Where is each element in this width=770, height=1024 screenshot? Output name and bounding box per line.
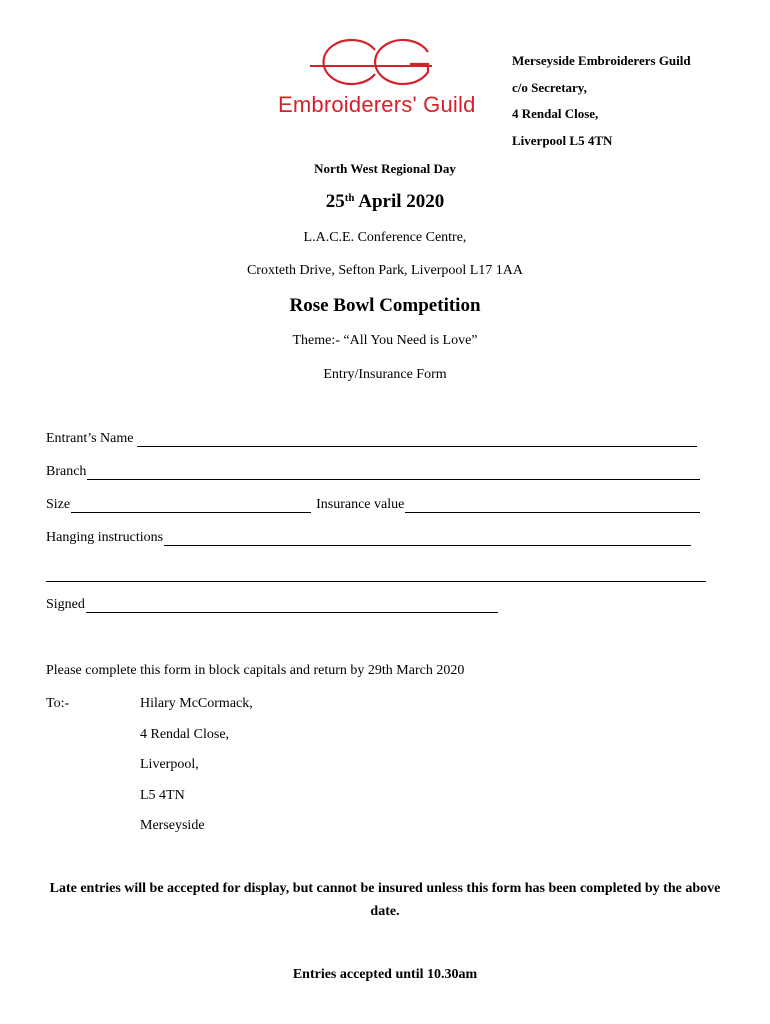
entrant-name-label: Entrant’s Name: [46, 431, 134, 446]
date-day: 25: [325, 191, 345, 212]
address-line: Liverpool L5 4TN: [512, 132, 613, 148]
embroiderers-guild-logo: [250, 28, 500, 138]
size-label: Size: [46, 497, 71, 512]
to-label: To:-: [46, 696, 70, 711]
eg-monogram-icon: [250, 28, 500, 88]
recipient-line: 4 Rendal Close,: [140, 727, 230, 742]
competition-title: Rose Bowl Competition: [289, 295, 481, 316]
recipient-line: Hilary McCormack,: [140, 696, 253, 711]
branch-label: Branch: [46, 464, 87, 479]
return-instructions: Please complete this form in block capitals and return by 29th March 2020: [46, 663, 465, 678]
address-line: c/o Secretary,: [512, 79, 587, 95]
hanging-line[interactable]: [164, 531, 691, 546]
branch-line[interactable]: [87, 465, 700, 480]
hanging-line-2[interactable]: [46, 567, 706, 582]
form-type: Entry/Insurance Form: [323, 367, 447, 382]
recipient-line: Liverpool,: [140, 757, 199, 772]
hanging-field[interactable]: [46, 530, 691, 546]
recipient-line: Merseyside: [140, 818, 205, 833]
address-line: Merseyside Embroiderers Guild: [512, 53, 691, 68]
size-line[interactable]: [71, 498, 311, 513]
late-entries-notice: Late entries will be accepted for display, but cannot be insured unless this form has been completed by the above date.: [49, 881, 721, 919]
event-venue-address: Croxteth Drive, Sefton Park, Liverpool L17 1AA: [246, 263, 524, 278]
guild-address: [512, 48, 691, 154]
date-suffix: th: [344, 192, 355, 204]
insurance-line[interactable]: [405, 498, 700, 513]
event-date: [0, 191, 770, 213]
signed-field[interactable]: [46, 597, 498, 613]
hanging-continuation-field[interactable]: [46, 567, 706, 582]
event-venue: L.A.C.E. Conference Centre,: [303, 230, 467, 245]
branch-field[interactable]: [46, 464, 700, 480]
event-region: North West Regional Day: [314, 161, 456, 176]
signed-label: Signed: [46, 597, 85, 612]
entrant-name-field[interactable]: [46, 431, 697, 447]
signed-line[interactable]: [86, 598, 498, 613]
hanging-label: Hanging instructions: [46, 530, 164, 545]
recipient-line: L5 4TN: [140, 788, 185, 803]
address-line: 4 Rendal Close,: [512, 106, 599, 121]
size-insurance-row: [46, 497, 700, 513]
competition-theme: Theme:- “All You Need is Love”: [292, 333, 478, 348]
logo-wordmark: Embroiderers' Guild: [278, 92, 476, 117]
insurance-label: Insurance value: [316, 497, 405, 512]
date-rest: April 2020: [354, 191, 445, 212]
entrant-name-line[interactable]: [137, 432, 697, 447]
entries-deadline-notice: Entries accepted until 10.30am: [292, 967, 478, 982]
